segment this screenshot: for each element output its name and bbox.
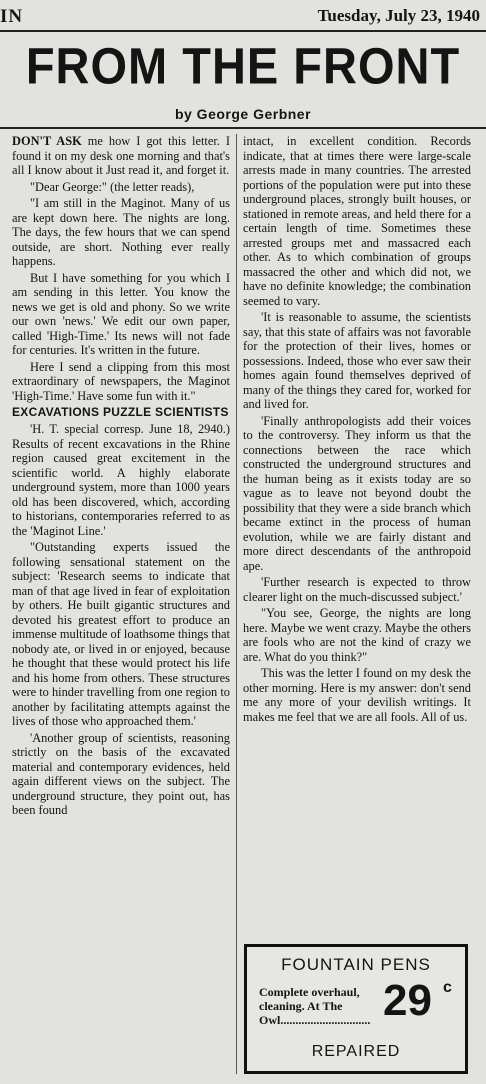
ad-price: 29: [383, 976, 432, 1025]
masthead: [0, 0, 486, 32]
issue-date: Tuesday, July 23, 1940: [317, 6, 480, 25]
paragraph: But I have something for you which I am sending in this letter. You know the news we get is old and phony. So we write our own 'news.' We edit our own paper, called 'High-Time.' Its news will not fade for centuries. It's written in the future.: [12, 270, 230, 357]
paragraph: "Dear George:" (the letter reads),: [30, 179, 195, 194]
right-column: [243, 134, 471, 726]
paragraph: 'It is reasonable to assume, the scientists say, that this state of affairs was not favorable for the protection of their lives, homes or possessions. Indeed, those who ever saw their homes again found themselves deprived of many of the things they cared for, worked for and lived for.: [243, 310, 471, 411]
paragraph: [12, 134, 230, 178]
ad-price-cents: c: [443, 979, 452, 996]
paragraph: This was the letter I found on my desk the other morning. Here is my answer: don't send me any more of your devilish writings. It makes me feel that we are all fools. All of us.: [243, 666, 471, 724]
paragraph: 'H. T. special corresp. June 18, 2940.) Results of recent excavations in the Rhine region caused great excitement in the scientific world. A highly elaborate underground system, more than 1000 years old has been discovered, which, according to historians, contemporaries referred to as the 'Maginot Line.': [12, 422, 230, 538]
paragraph: intact, in excellent condition. Records indicate, that at times there were large-scale arrests made in many countries. The arrested portions of the population were put into these underground places, strongly built houses, or stationed in remote areas, and held there for a certain length of time. Sometimes these arrested groups met and massacred each other. As to which combination of groups massacred the other and which did not, we have no definite knowledge; the combination seemed to vary.: [243, 134, 471, 308]
paragraph: "You see, George, the nights are long here. Maybe we went crazy. Maybe the others are fools who are not the kind of crazy we are. What do you think?": [243, 606, 471, 664]
paragraph: 'Further research is expected to throw clearer light on the much-discussed subject.': [243, 575, 471, 604]
paragraph: 'Another group of scientists, reasoning strictly on the basis of the excavated material and contemporary evidences, held again different views on the subject. The underground structure, they point out, has been found: [12, 730, 230, 817]
ad-title: FOUNTAIN PENS: [281, 955, 431, 974]
paragraph-text: me how I got this letter. I found it on my desk one morning and that's all I know about it Just read it, and forget it.: [12, 134, 230, 177]
subheadline: EXCAVATIONS PUZZLE SCIENTISTS: [12, 405, 229, 419]
column-divider: [236, 134, 237, 1074]
ad-body: Complete overhaul, cleaning. At The Owl..............................: [259, 985, 371, 1027]
paragraph: "I am still in the Maginot. Many of us are kept down here. The nights are long. The days, the few hours that we can spend outside, are short. Nothing ever really happens.: [12, 196, 230, 268]
fountain-pen-ad: [244, 944, 468, 1074]
ad-footer: REPAIRED: [311, 1043, 401, 1060]
header-rule: [0, 127, 486, 129]
byline: by George Gerbner: [174, 106, 312, 122]
lead-in: DON'T ASK: [12, 134, 82, 148]
section-label: IN: [0, 6, 24, 27]
headline: FROM THE FRONT: [25, 36, 461, 95]
paragraph: Here I send a clipping from this most extraordinary of newspapers, the Maginot 'High-Time.' Have some fun with it.": [12, 359, 230, 403]
paragraph: "Outstanding experts issued the following sensational statement on the subject: 'Research seems to indicate that man of that age lived in fear of exploitation by others. He built gigantic structures and devoted his greatest effort to produce an immense multitude of loathsome things that nobody ate, or lived in or enjoyed, because he thought that these would protect his life and his home from others. These structures were to hinder travelling from one region to another by facilitating attempts against the lives of those who approached them.': [12, 540, 230, 728]
left-column: [12, 134, 230, 820]
paragraph: 'Finally anthropologists add their voices to the controversy. They inform us that the connections between the race which constructed the underground structures and the human being as it exists today are so vague as to leave not beyond doubt the possibility that they were a side branch which became extinct in the process of human evolution, while we are fairly distant and more direct descendants of the anthropoid ape.: [243, 413, 471, 573]
